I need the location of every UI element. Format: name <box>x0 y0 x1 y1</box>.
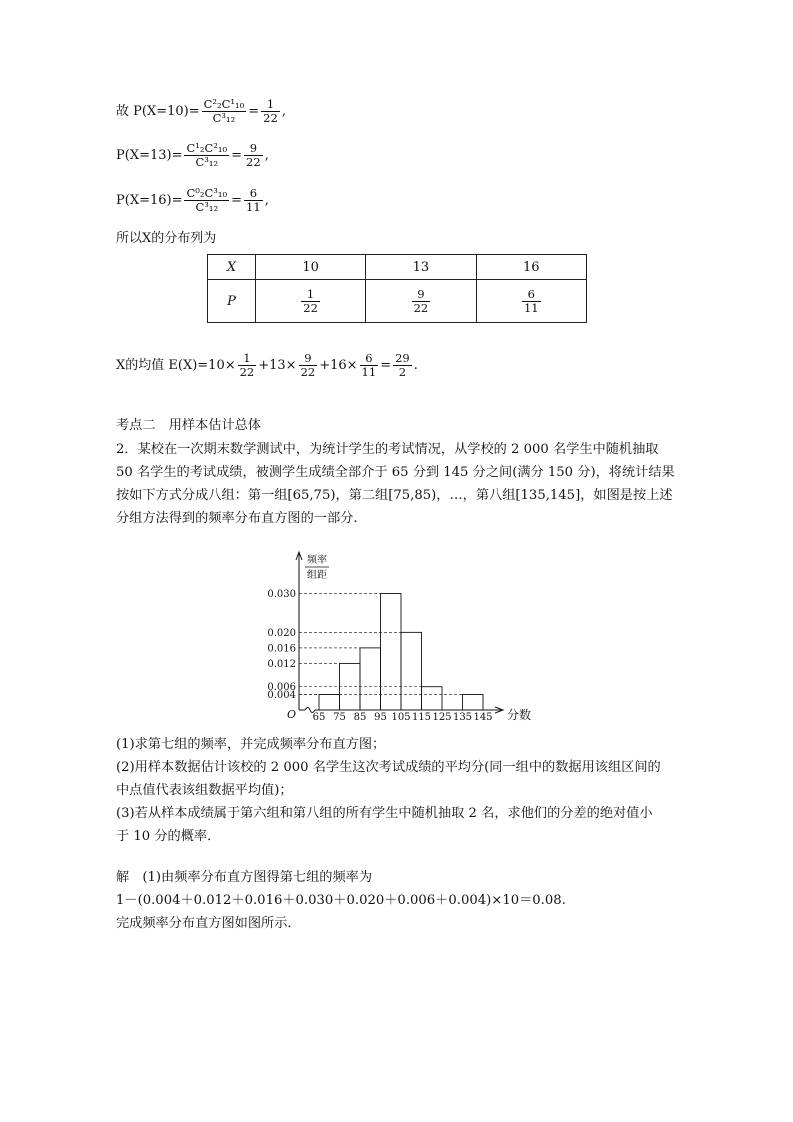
problem-line: 2．某校在一次期末数学测试中，为统计学生的考试情况，从学校的 2 000 名学生中随机抽取 <box>116 442 659 457</box>
table-header-p: P <box>208 280 256 323</box>
x-tick-label: 85 <box>353 712 367 723</box>
fraction-denominator: 11 <box>246 200 261 214</box>
histogram-bar <box>463 694 484 710</box>
prob-line-3: P(X=16)= $\frac{\text{C⁰₂C³₁₀}}{\text{C³₁₂}}$ = $\frac{6}{11}$ , <box>116 186 269 214</box>
histogram-bar <box>381 594 402 710</box>
table-cell <box>476 280 586 323</box>
table-cell <box>366 280 476 323</box>
fraction-numerator: 6 <box>244 187 263 201</box>
term-fraction <box>238 352 257 379</box>
table-cell <box>255 280 365 323</box>
x-tick-label: 115 <box>411 712 432 723</box>
question-line: (2)用样本数据估计该校的 2 000 名学生这次考试成绩的平均分(同一组中的数据用该组区间的 <box>116 760 661 775</box>
histogram-bar <box>360 648 381 710</box>
y-tick-label: 0.020 <box>267 627 296 639</box>
problem-line: 50 名学生的考试成绩，被测学生成绩全部介于 65 分到 145 分之间(满分 150 分)，将统计结果 <box>116 465 675 480</box>
fraction-numerator: 6 <box>360 352 379 366</box>
value-fraction <box>244 142 263 169</box>
fraction-denominator: 22 <box>303 300 318 315</box>
table-cell: 16 <box>476 255 586 280</box>
prob-suffix: , <box>264 193 269 208</box>
table-cell: 13 <box>366 255 476 280</box>
fraction-denominator: 11 <box>361 365 377 379</box>
distribution-table <box>207 254 587 323</box>
fraction-numerator: 29 <box>395 351 410 365</box>
fraction-denominator: 22 <box>300 365 316 379</box>
y-tick-label: 0.006 <box>267 682 296 694</box>
solution-line: 完成频率分布直方图如图所示． <box>116 916 301 931</box>
prob-prefix: 故 P(X=10)= <box>116 104 200 119</box>
table-row <box>208 255 587 280</box>
fraction-numerator: 1 <box>261 98 280 112</box>
term-fraction <box>299 352 318 379</box>
p-fraction <box>301 288 320 315</box>
solution <box>116 866 684 935</box>
prob-line-2: P(X=13)= $\frac{\text{C¹₂C²₁₀}}{\text{C³₁₂}}$ = $\frac{9}{22}$ , <box>116 141 269 169</box>
y-axis-label-top: 频率 <box>307 555 327 566</box>
term-fraction <box>360 352 379 379</box>
combination-fraction <box>184 187 229 214</box>
value-fraction <box>244 187 263 214</box>
fraction-numerator: 9 <box>299 352 318 366</box>
x-tick-label: 105 <box>391 712 411 723</box>
problem-statement <box>116 438 684 530</box>
table-header-x: X <box>208 255 256 280</box>
problem-line: 分组方法得到的频率分布直方图的一部分. <box>116 511 358 526</box>
x-tick-label: 145 <box>473 712 493 723</box>
histogram-bar <box>319 694 340 710</box>
value-fraction <box>261 98 280 125</box>
expectation-line <box>116 352 418 379</box>
y-tick-label: 0.030 <box>267 589 296 601</box>
prob-prefix: P(X=16)= <box>116 193 183 208</box>
question-line: 于 10 分的概率． <box>116 829 221 844</box>
table-cell: 10 <box>255 255 365 280</box>
fraction-denominator: 2 <box>398 365 407 379</box>
fraction-denominator: C³₁₂ <box>195 155 219 169</box>
combination-fraction <box>202 98 247 125</box>
fraction-numerator: C¹₂C²₁₀ <box>186 141 228 155</box>
solution-line: 1－(0.004＋0.012＋0.016＋0.030＋0.020＋0.006＋0.004)×10＝0.08. <box>116 893 566 908</box>
y-tick-label: 0.012 <box>267 658 296 670</box>
x-tick-label: 95 <box>374 712 387 723</box>
y-tick-label: 0.016 <box>267 643 296 655</box>
fraction-denominator: 22 <box>263 111 278 125</box>
expectation-operator: +16× <box>319 358 358 373</box>
y-tick-label: 0.004 <box>267 689 296 701</box>
x-axis-label: 分数 <box>507 708 532 722</box>
fraction-numerator: 9 <box>412 288 431 302</box>
fraction-denominator: C³₁₂ <box>212 111 236 125</box>
histogram-bar <box>422 687 443 710</box>
prob-suffix: , <box>264 148 269 163</box>
fraction-denominator: 22 <box>413 300 429 315</box>
question-line: (1)求第七组的频率，并完成频率分布直方图； <box>116 737 386 752</box>
x-tick-label: 65 <box>312 712 326 723</box>
origin-label: O <box>287 708 297 721</box>
fraction-numerator: 6 <box>522 288 541 302</box>
solution-line: 解 (1)由频率分布直方图得第七组的频率为 <box>116 870 373 885</box>
table-row <box>208 280 587 323</box>
fraction-numerator: 1 <box>301 288 320 302</box>
fraction-denominator: 22 <box>239 365 255 379</box>
histogram-y-tick-labels <box>267 589 296 701</box>
y-axis-label-bottom: 组距 <box>307 570 327 581</box>
problem-line: 按如下方式分成八组：第一组[65,75)，第二组[75,85)，…，第八组[135,145]，如图是按上述 <box>116 488 673 503</box>
histogram-x-tick-labels <box>313 712 493 723</box>
histogram-bars <box>319 594 483 710</box>
x-tick-label: 125 <box>432 712 452 723</box>
p-fraction <box>412 288 431 315</box>
p-fraction <box>522 288 541 315</box>
prob-line-1: 故 P(X=10)= $\frac{\text{C²₂C¹₁₀}}{\text{C³₁₂}}$ = $\frac{1}{22}$ , <box>116 97 286 125</box>
question-line: 中点值代表该组数据平均值)； <box>116 783 293 798</box>
prob-suffix: , <box>281 104 286 119</box>
x-tick-label: 75 <box>333 712 346 723</box>
fraction-numerator: C²₂C¹₁₀ <box>203 97 245 111</box>
prob-prefix: P(X=13)= <box>116 148 183 163</box>
fraction-numerator: 1 <box>238 352 257 366</box>
section-title: 考点二 用样本估计总体 <box>116 418 262 433</box>
histogram-bar <box>401 632 422 710</box>
expectation-suffix: . <box>413 358 418 373</box>
fraction-denominator: C³₁₂ <box>195 200 219 214</box>
expectation-prefix: X的均值 E(X)=10× <box>116 358 236 373</box>
expectation-operator: +13× <box>258 358 297 373</box>
expectation-equals: = <box>380 358 392 373</box>
fraction-numerator: C⁰₂C³₁₀ <box>186 186 228 200</box>
frequency-histogram <box>255 548 545 728</box>
questions <box>116 733 684 848</box>
x-tick-label: 135 <box>452 712 473 723</box>
combination-fraction <box>184 142 229 169</box>
fraction-numerator: 9 <box>244 142 263 156</box>
question-line: (3)若从样本成绩属于第六组和第八组的所有学生中随机抽取 2 名，求他们的分差的绝对值小 <box>116 806 653 821</box>
fraction-denominator: 11 <box>523 300 539 315</box>
dist-intro: 所以X的分布列为 <box>116 231 217 246</box>
result-fraction <box>393 352 412 379</box>
fraction-denominator: 22 <box>246 155 261 169</box>
